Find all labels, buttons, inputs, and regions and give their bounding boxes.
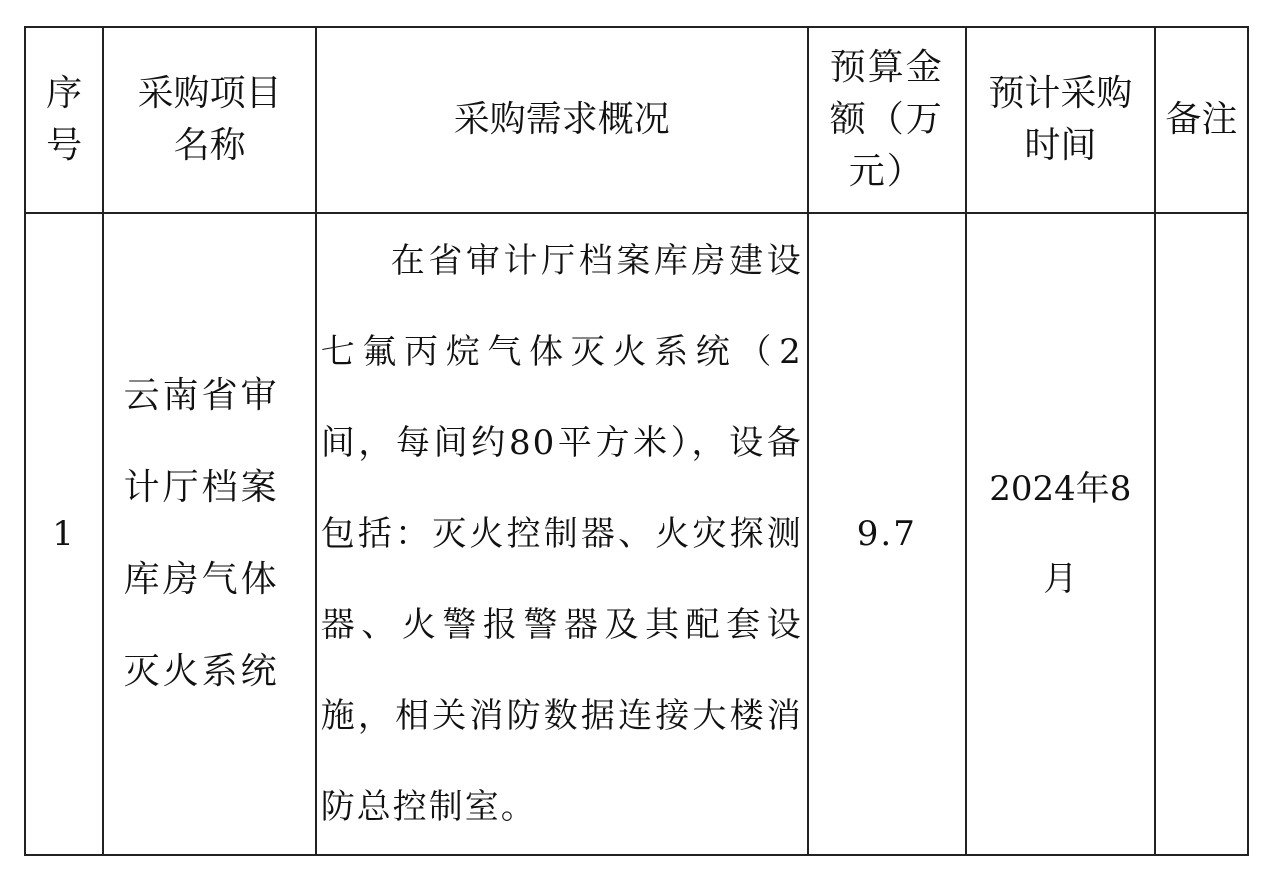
- header-budget: [808, 27, 967, 213]
- row-time: 2024年8月: [989, 469, 1132, 599]
- row-seq-cell: [25, 213, 103, 855]
- row-budget-cell: [808, 213, 967, 855]
- header-budget-label: 预算金额（万元）: [829, 47, 944, 192]
- header-name: [103, 27, 316, 213]
- table-row: [25, 213, 1248, 855]
- header-note-label: 备注: [1165, 99, 1238, 140]
- header-row: [25, 27, 1248, 213]
- header-time: [966, 27, 1155, 213]
- row-name: 云南省审计厅档案库房气体灭火系统: [123, 375, 280, 692]
- procurement-table: [24, 26, 1249, 856]
- row-time-cell: [966, 213, 1155, 855]
- header-time-label: 预计采购时间: [988, 73, 1133, 166]
- header-desc-label: 采购需求概况: [453, 99, 670, 140]
- header-name-label: 采购项目名称: [137, 73, 282, 166]
- row-budget: 9.7: [856, 514, 917, 554]
- row-desc: 在省审计厅档案库房建设七氟丙烷气体灭火系统（2间，每间约80平方米），设备包括：灭火控制器、火灾探测器、火警报警器及其配套设施，相关消防数据连接大楼消防总控制室。: [320, 240, 803, 827]
- row-seq: 1: [52, 514, 76, 554]
- header-note: [1155, 27, 1248, 213]
- header-seq: [25, 27, 103, 213]
- row-note-cell: [1155, 213, 1248, 855]
- row-name-cell: [103, 213, 316, 855]
- header-desc: [316, 27, 808, 213]
- header-seq-label: 序号: [46, 73, 83, 166]
- row-desc-cell: [316, 213, 808, 855]
